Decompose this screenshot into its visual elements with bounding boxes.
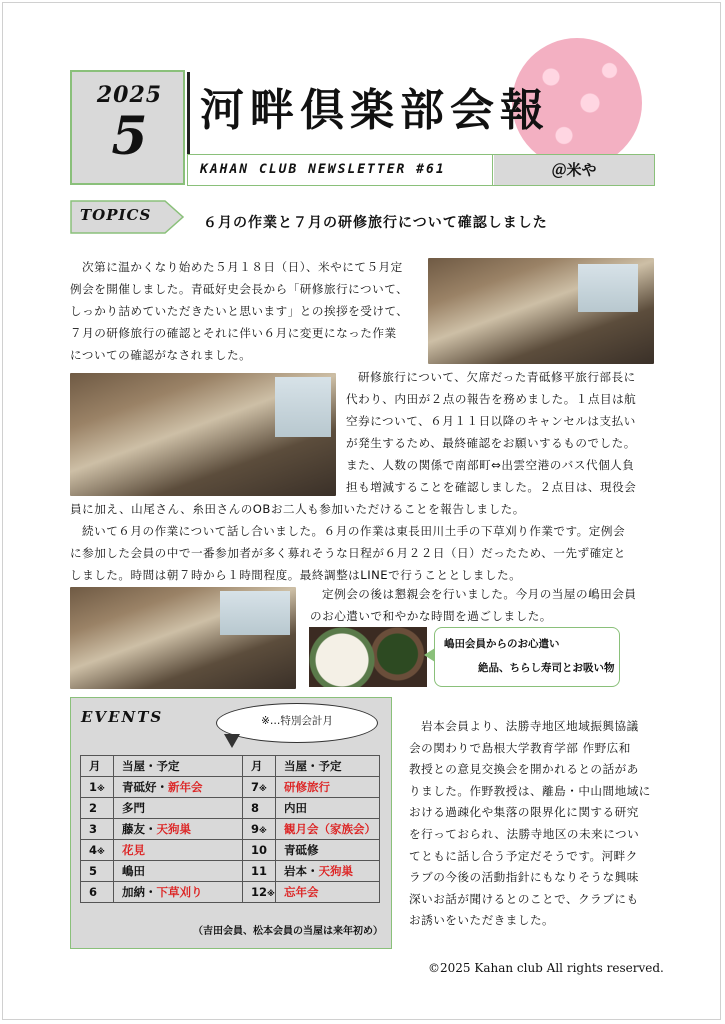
month-cell: 4※	[81, 840, 114, 861]
text-line: お誘いをいただきました。	[409, 913, 555, 928]
text-line: 会の関わりで島根大学教育学部 作野広和	[409, 740, 631, 755]
month-cell: 1※	[81, 777, 114, 798]
text-line: ７月の研修旅行の確認とそれに伴い６月に変更になった作業	[70, 326, 397, 340]
text-line: 例会を開催しました。青砥好史会長から「研修旅行について、	[70, 282, 409, 296]
newsletter-subtitle: KAHAN CLUB NEWSLETTER #61	[188, 155, 493, 185]
text-line: のお心遣いで和やかな時間を過ごしました。	[310, 609, 552, 623]
month-cell: 8	[243, 798, 276, 819]
plan-cell: 嶋田	[114, 861, 243, 882]
header-cell: 当屋・予定	[276, 756, 380, 777]
copyright: ©2025 Kahan club All rights reserved.	[428, 961, 664, 975]
plan-cell: 岩本・天狗巣	[276, 861, 380, 882]
callout-line-2: 絶品、ちらし寿司とお吸い物	[478, 662, 615, 674]
table-row	[81, 819, 380, 840]
text-line: 岩本会員より、法勝寺地区地域振興協議	[421, 719, 639, 733]
text-line: が発生するため、最終確認をお願いするものでした。	[346, 436, 636, 450]
bubble-tail	[224, 734, 240, 748]
issue-year: 2025	[96, 82, 163, 108]
plan-cell: 研修旅行	[276, 777, 380, 798]
month-cell: 2	[81, 798, 114, 819]
month-cell: 7※	[243, 777, 276, 798]
header-cell: 当屋・予定	[114, 756, 243, 777]
header-cell: 月	[243, 756, 276, 777]
table-row	[81, 798, 380, 819]
text-line: を行っておられ、法勝寺地区の未来につい	[409, 826, 640, 841]
subtitle-bar	[187, 154, 655, 186]
callout-line-1: 嶋田会員からのお心遣い	[444, 638, 560, 650]
table-row	[81, 840, 380, 861]
text-line: 員に加え、山尾さん、糸田さんのOBお二人も参加いただけることを報告しました。	[70, 502, 525, 516]
month-cell: 5	[81, 861, 114, 882]
text-line: りました。作野教授は、離島・中山間地域に	[409, 783, 651, 798]
newsletter-title: 河畔倶楽部会報	[200, 85, 550, 136]
issue-date-box	[70, 70, 185, 185]
text-line: 研修旅行について、欠席だった青砥修平旅行部長に	[358, 370, 636, 384]
meeting-photo-1	[428, 258, 654, 364]
plan-cell: 忘年会	[276, 882, 380, 903]
header-cell: 月	[81, 756, 114, 777]
topics-tag	[70, 200, 183, 232]
masthead	[187, 72, 660, 154]
plan-cell: 多門	[114, 798, 243, 819]
meeting-photo-3	[70, 587, 296, 689]
events-note: （吉田会員、松本会員の当屋は来年初め）	[193, 926, 383, 937]
text-line: おける過疎化や集落の限界化に関する研究	[409, 805, 639, 820]
text-line: についての確認がなされました。	[70, 348, 252, 362]
issue-month: 5	[111, 106, 148, 167]
speech-bubble	[216, 703, 378, 743]
events-table	[80, 755, 380, 903]
topics-label: TOPICS	[80, 206, 152, 224]
month-cell: 3	[81, 819, 114, 840]
topics-paragraph-4	[310, 583, 660, 627]
text-line: 次第に温かくなり始めた５月１８日（日）、米やにて５月定	[82, 260, 403, 274]
text-line: 空券について、６月１１日以降のキャンセルは支払い	[346, 414, 636, 428]
text-line: 代わり、内田が２点の報告を務めました。１点目は航	[346, 392, 637, 406]
plan-cell: 藤友・天狗巣	[114, 819, 243, 840]
plan-cell: 青砥好・新年会	[114, 777, 243, 798]
side-article	[409, 716, 659, 932]
month-cell: 9※	[243, 819, 276, 840]
meeting-photo-2	[70, 373, 336, 496]
plan-cell: 内田	[276, 798, 380, 819]
venue-label: ＠米や	[494, 155, 654, 185]
table-row	[81, 861, 380, 882]
text-line: しっかり詰めていただきたいと思います」との挨拶を受けて、	[70, 304, 409, 318]
plan-cell: 観月会（家族会）	[276, 819, 380, 840]
table-row	[81, 777, 380, 798]
bubble-text: ※…特別会計月	[261, 715, 333, 727]
text-line: 教授との意見交換会を開かれるとの話があ	[409, 762, 639, 777]
table-row	[81, 882, 380, 903]
text-line: てともに話し合う予定だそうです。河畔ク	[409, 848, 638, 863]
text-line: しました。時間は朝７時から１時間程度。最終調整はLINEで行うこととしました。	[70, 568, 522, 582]
events-label: EVENTS	[81, 708, 164, 726]
topics-paragraph-2	[346, 366, 656, 498]
topics-headline: ６月の作業と７月の研修旅行について確認しました	[203, 215, 548, 231]
plan-cell: 花見	[114, 840, 243, 861]
plan-cell: 加納・下草刈り	[114, 882, 243, 903]
plan-cell: 青砥修	[276, 840, 380, 861]
month-cell: 6	[81, 882, 114, 903]
text-line: 定例会の後は懇親会を行いました。今月の当屋の嶋田会員	[322, 587, 637, 601]
table-header-row	[81, 756, 380, 777]
month-cell: 12※	[243, 882, 276, 903]
topics-paragraph-1	[70, 256, 430, 366]
month-cell: 10	[243, 840, 276, 861]
month-cell: 11	[243, 861, 276, 882]
text-line: 続いて６月の作業について話し合いました。６月の作業は東長田川土手の下草刈り作業です。定例会	[82, 524, 626, 538]
text-line: 深いお話が聞けるとのことで、クラブにも	[409, 891, 639, 906]
text-line: に参加した会員の中で一番参加者が多く募れそうな日程が６月２２日（日）だったため、一先ず確定と	[70, 546, 626, 560]
text-line: ラブの今後の活動指針にもなりそうな興味	[409, 870, 639, 885]
topics-paragraph-3	[70, 498, 660, 586]
food-photo	[309, 627, 427, 687]
events-box	[70, 697, 392, 949]
text-line: また、人数の関係で南部町⇔出雲空港のバス代個人負	[346, 458, 635, 472]
text-line: 担も増減することを確認しました。２点目は、現役会	[346, 480, 637, 494]
